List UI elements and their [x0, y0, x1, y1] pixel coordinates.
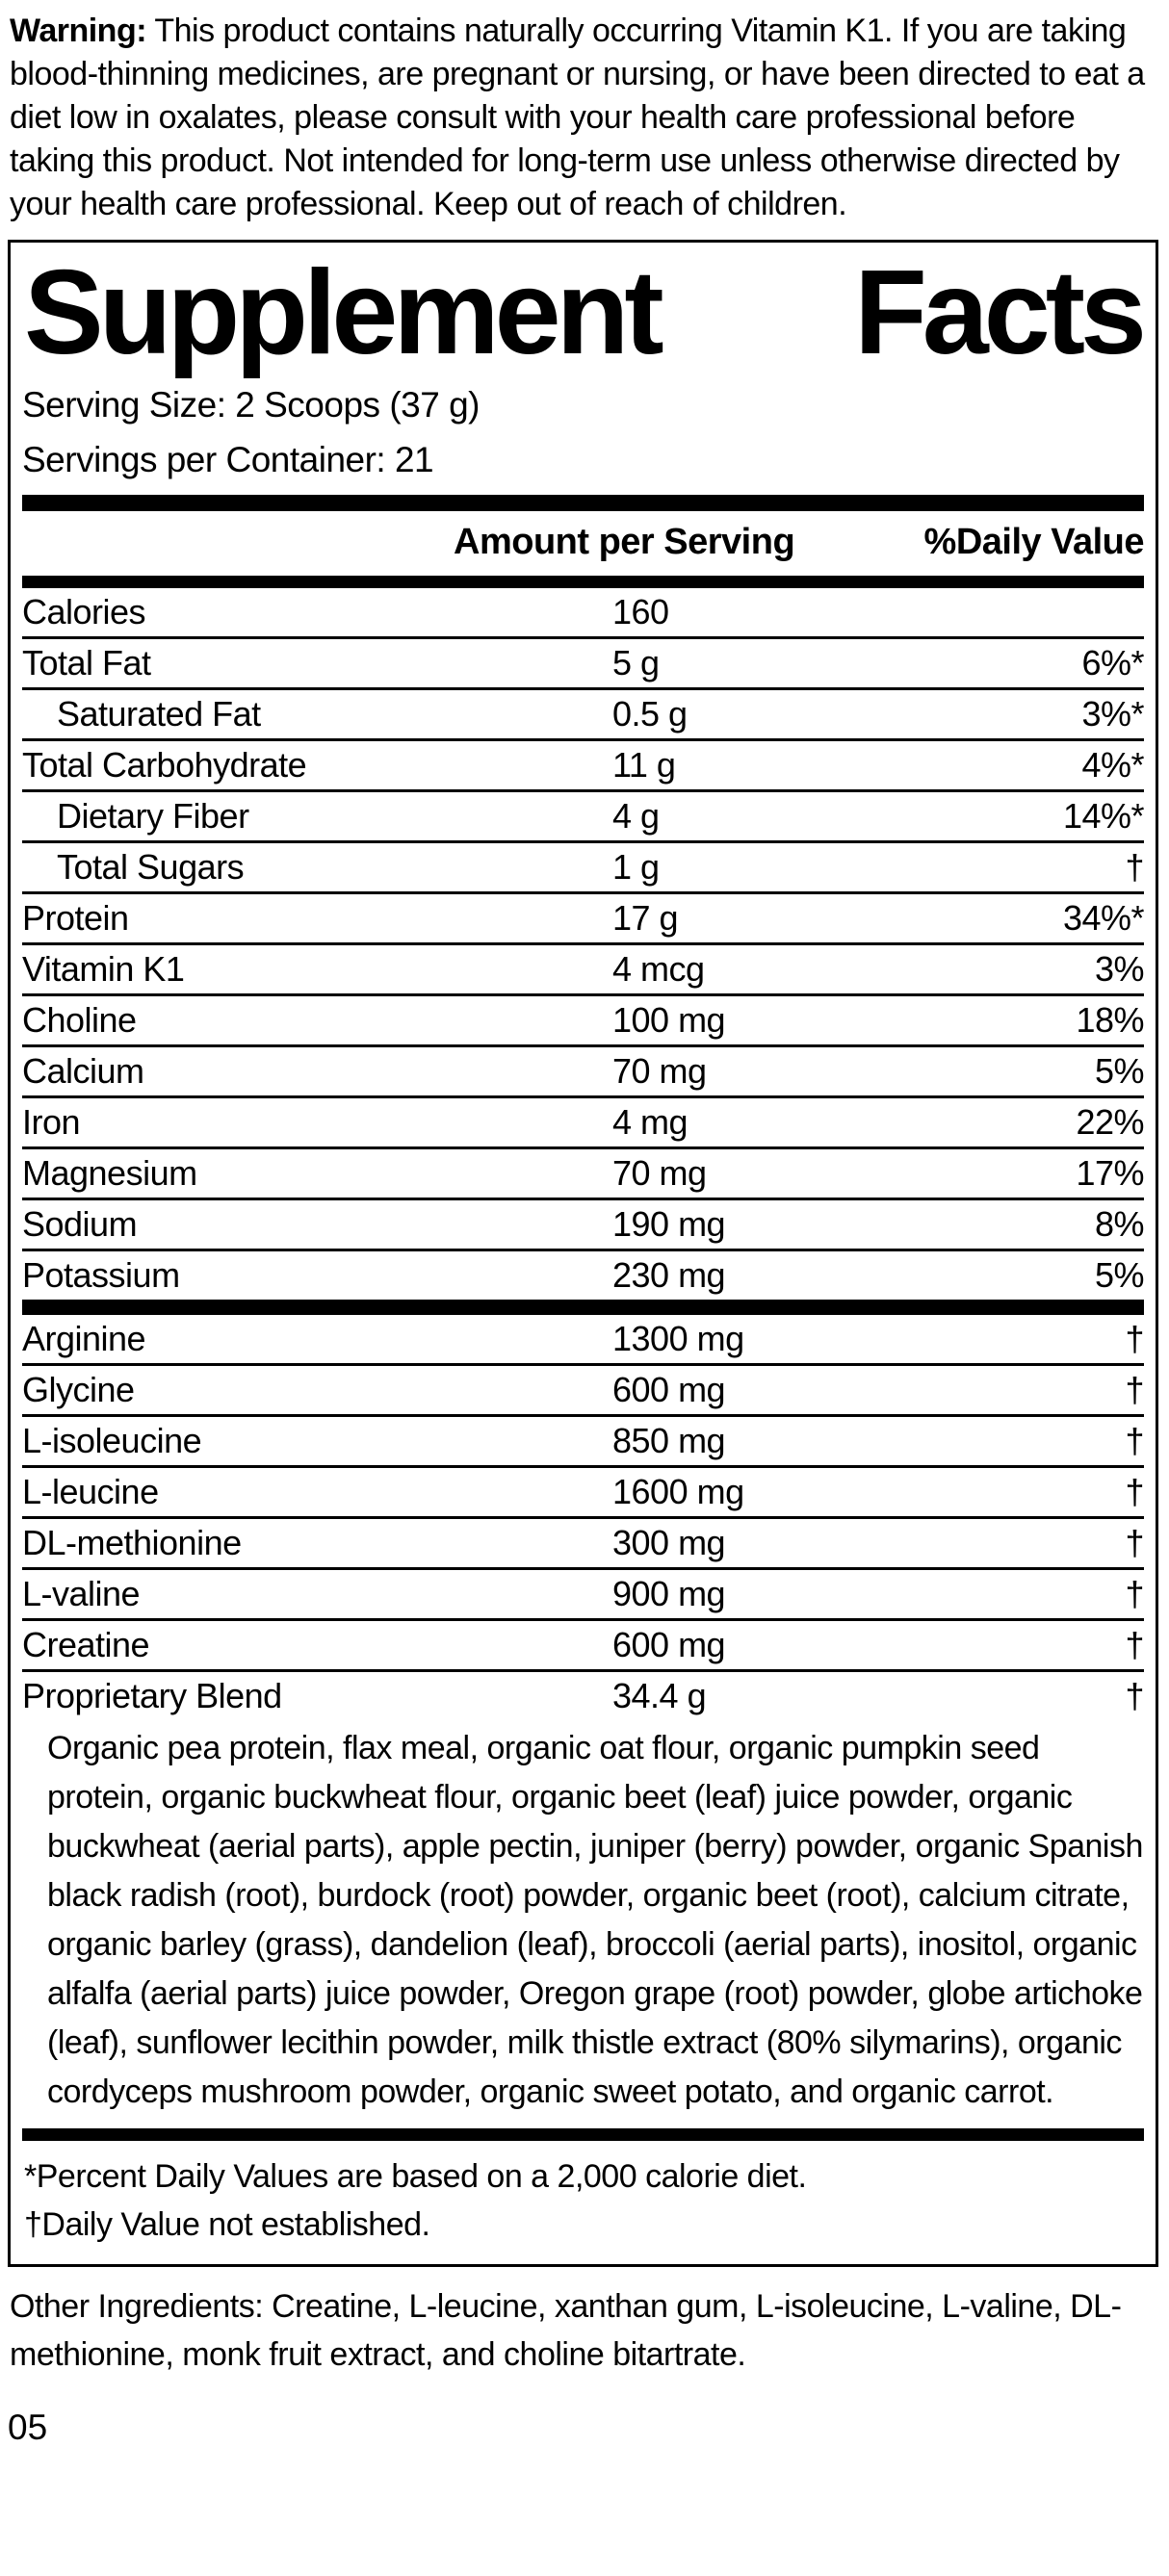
nutrient-label: Total Sugars: [57, 847, 245, 888]
nutrient-label: Dietary Fiber: [57, 796, 249, 837]
nutrient-row: [22, 1315, 1144, 1366]
nutrient-row: [22, 945, 1144, 996]
nutrient-label: Creatine: [22, 1625, 150, 1665]
nutrient-amount: 100 mg: [612, 1000, 726, 1041]
nutrient-row: [22, 1366, 1144, 1417]
nutrient-amount: 4 mcg: [612, 949, 705, 990]
nutrient-label: Arginine: [22, 1319, 146, 1359]
amino-acid-table: [22, 1315, 1144, 1720]
servings-per-container: Servings per Container: 21: [22, 440, 434, 480]
nutrient-daily-value: †: [1125, 1574, 1144, 1614]
nutrient-daily-value: 14%*: [1062, 796, 1144, 837]
nutrient-row: [22, 1098, 1144, 1149]
nutrient-label: Iron: [22, 1102, 81, 1143]
nutrient-daily-value: †: [1125, 1625, 1144, 1665]
column-header-row: [22, 511, 1144, 576]
nutrient-row: [22, 741, 1144, 792]
nutrient-daily-value: 6%*: [1081, 643, 1144, 683]
nutrient-amount: 1 g: [612, 847, 660, 888]
divider-bar-header: [22, 576, 1144, 588]
nutrient-daily-value: 3%: [1094, 949, 1144, 990]
nutrient-daily-value: †: [1125, 1421, 1144, 1461]
supplement-facts-panel: [8, 240, 1158, 2267]
nutrient-label: L-isoleucine: [22, 1421, 202, 1461]
nutrient-row: [22, 1047, 1144, 1098]
nutrient-daily-value: 5%: [1094, 1255, 1144, 1296]
nutrient-amount: 0.5 g: [612, 694, 688, 734]
footnote-percent-dv: *Percent Daily Values are based on a 2,000 calorie diet.: [24, 2158, 807, 2196]
nutrient-label: Saturated Fat: [57, 694, 261, 734]
nutrient-row: [22, 588, 1144, 639]
column-header-amount: Amount per Serving: [454, 522, 795, 563]
nutrient-amount: 160: [612, 592, 669, 632]
nutrient-amount: 190 mg: [612, 1204, 726, 1245]
nutrient-amount: 600 mg: [612, 1370, 726, 1410]
panel-title-word1: Supplement: [24, 246, 660, 379]
warning-paragraph: [10, 10, 1159, 226]
nutrient-row: [22, 1468, 1144, 1519]
nutrient-daily-value: 3%*: [1081, 694, 1144, 734]
nutrient-row: [22, 1251, 1144, 1300]
nutrient-row: [22, 690, 1144, 741]
panel-title-word2: Facts: [854, 246, 1142, 379]
nutrient-amount: 34.4 g: [612, 1676, 707, 1716]
nutrient-amount: 4 mg: [612, 1102, 688, 1143]
nutrient-amount: 300 mg: [612, 1523, 726, 1563]
nutrient-amount: 1300 mg: [612, 1319, 744, 1359]
nutrient-row: [22, 1149, 1144, 1200]
nutrient-label: Proprietary Blend: [22, 1676, 282, 1716]
nutrient-daily-value: 18%: [1076, 1000, 1144, 1041]
nutrient-table: [22, 588, 1144, 1300]
nutrient-row: [22, 1200, 1144, 1251]
nutrient-label: Vitamin K1: [22, 949, 185, 990]
page-code: 05: [8, 2408, 48, 2448]
divider-bar-top: [22, 495, 1144, 511]
nutrient-row: [22, 792, 1144, 843]
nutrient-row: [22, 1570, 1144, 1621]
nutrient-amount: 17 g: [612, 898, 679, 939]
nutrient-row: [22, 1672, 1144, 1720]
nutrient-label: Calories: [22, 592, 146, 632]
nutrient-daily-value: 8%: [1094, 1204, 1144, 1245]
nutrient-amount: 1600 mg: [612, 1472, 744, 1512]
nutrient-label: Total Carbohydrate: [22, 745, 307, 786]
nutrient-amount: 850 mg: [612, 1421, 726, 1461]
panel-title: [22, 243, 1144, 377]
nutrient-label: Protein: [22, 898, 129, 939]
warning-text: This product contains naturally occurring Vitamin K1. If you are taking blood-thinning medicines, are pregnant or nursing, or have been directed to eat a diet low in oxalates, please consult with your health care professional before taking this product. Not intended for long-term use unless otherwise directed by your health care professional. Keep out of reach of children.: [10, 13, 1145, 222]
nutrient-row: [22, 843, 1144, 894]
divider-bar-middle: [22, 1300, 1144, 1315]
footnote-dagger: †Daily Value not established.: [24, 2206, 430, 2244]
nutrient-amount: 600 mg: [612, 1625, 726, 1665]
nutrient-daily-value: †: [1125, 1370, 1144, 1410]
nutrient-label: Sodium: [22, 1204, 138, 1245]
nutrient-amount: 5 g: [612, 643, 660, 683]
nutrient-row: [22, 1519, 1144, 1570]
nutrient-daily-value: †: [1125, 1472, 1144, 1512]
divider-bar-bottom: [22, 2128, 1144, 2141]
nutrient-daily-value: 4%*: [1081, 745, 1144, 786]
nutrient-amount: 70 mg: [612, 1153, 707, 1194]
warning-lead: Warning:: [10, 13, 147, 49]
nutrient-label: Glycine: [22, 1370, 135, 1410]
nutrient-daily-value: 22%: [1076, 1102, 1144, 1143]
nutrient-label: Magnesium: [22, 1153, 197, 1194]
nutrient-row: [22, 1417, 1144, 1468]
nutrient-amount: 900 mg: [612, 1574, 726, 1614]
nutrient-label: Total Fat: [22, 643, 151, 683]
nutrient-amount: 70 mg: [612, 1051, 707, 1092]
nutrient-amount: 230 mg: [612, 1255, 726, 1296]
nutrient-label: L-leucine: [22, 1472, 159, 1512]
nutrient-label: Choline: [22, 1000, 137, 1041]
nutrient-label: DL-methionine: [22, 1523, 242, 1563]
nutrient-row: [22, 996, 1144, 1047]
column-header-daily-value: %Daily Value: [923, 522, 1144, 563]
nutrient-label: L-valine: [22, 1574, 141, 1614]
blend-description: Organic pea protein, flax meal, organic oat flour, organic pumpkin seed protein, organic buckwheat flour, organic beet (leaf) juice powder, organic buckwheat (aerial parts), apple pectin, juniper (berry) powder, organic Spanish black radish (root), burdock (root) powder, organic beet (root), calcium citrate, organic barley (grass), dandelion (leaf), broccoli (aerial parts), inositol, organic alfalfa (aerial parts) juice powder, Oregon grape (root) powder, globe artichoke (leaf), sunflower lecithin powder, milk thistle extract (80% silymarins), organic cordyceps mushroom powder, organic sweet potato, and organic carrot.: [47, 1730, 1143, 2111]
serving-size: Serving Size: 2 Scoops (37 g): [22, 385, 480, 425]
footnotes: [22, 2141, 1144, 2264]
nutrient-row: [22, 894, 1144, 945]
nutrient-amount: 11 g: [612, 745, 676, 786]
nutrient-daily-value: 34%*: [1062, 898, 1144, 939]
nutrient-label: Potassium: [22, 1255, 180, 1296]
nutrient-daily-value: 5%: [1094, 1051, 1144, 1092]
other-ingredients: Other Ingredients: Creatine, L-leucine, xanthan gum, L-isoleucine, L-valine, DL-methionine, monk fruit extract, and choline bitartrate.: [10, 2288, 1122, 2374]
nutrient-daily-value: †: [1125, 1523, 1144, 1563]
nutrient-daily-value: †: [1125, 847, 1144, 888]
nutrient-daily-value: †: [1125, 1319, 1144, 1359]
nutrient-label: Calcium: [22, 1051, 144, 1092]
nutrient-amount: 4 g: [612, 796, 660, 837]
nutrient-daily-value: 17%: [1076, 1153, 1144, 1194]
nutrient-daily-value: †: [1125, 1676, 1144, 1716]
nutrient-row: [22, 1621, 1144, 1672]
nutrient-row: [22, 639, 1144, 690]
